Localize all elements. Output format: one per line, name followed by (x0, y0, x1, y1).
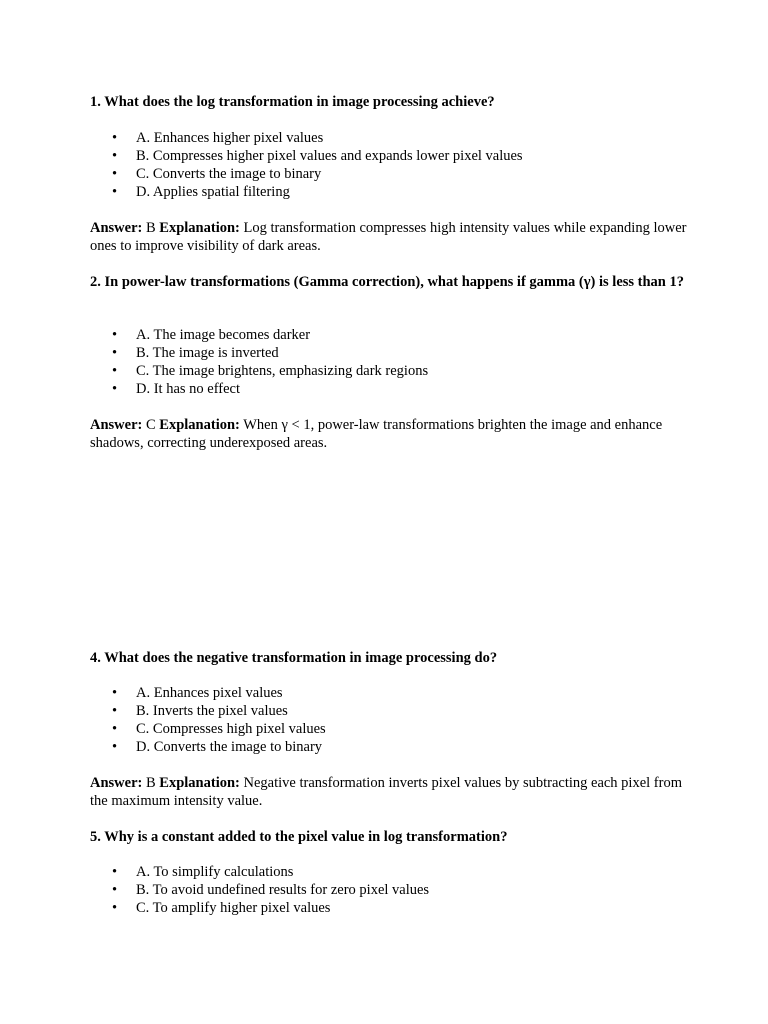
option-item: • C. To amplify higher pixel values (112, 900, 331, 916)
bullet-icon: • (112, 345, 118, 361)
explanation-label: Explanation: (159, 220, 240, 236)
question-text: 2. In power-law transformations (Gamma correction), what happens if gamma (γ) is less than 1? (90, 274, 684, 290)
question-2 (90, 273, 690, 291)
bullet-icon: • (112, 703, 118, 719)
option-item: • B. To avoid undefined results for zero pixel values (112, 882, 430, 898)
answer-value: C (142, 417, 160, 433)
explanation-text: Negative transformation inverts pixel values by subtracting each pixel from the maximum intensity value. (90, 775, 682, 809)
option-item: • D. Converts the image to binary (112, 739, 323, 755)
bullet-icon: • (112, 130, 118, 146)
question-text: 1. What does the log transformation in image processing achieve? (90, 94, 495, 110)
option-item: • B. Inverts the pixel values (112, 703, 288, 719)
bullet-icon: • (112, 148, 118, 164)
option-item: • C. Compresses high pixel values (112, 721, 326, 737)
answer-label: Answer: (90, 417, 143, 433)
option-item: • C. The image brightens, emphasizing dark regions (112, 363, 429, 379)
bullet-icon: • (112, 381, 118, 397)
options-list-4 (112, 684, 672, 756)
options-list-5 (112, 863, 672, 917)
bullet-icon: • (112, 327, 118, 343)
option-item: • A. To simplify calculations (112, 864, 294, 880)
option-item: • B. Compresses higher pixel values and expands lower pixel values (112, 148, 523, 164)
explanation-text: When γ < 1, power-law transformations brighten the image and enhance shadows, correcting underexposed areas. (90, 417, 663, 451)
question-text: 4. What does the negative transformation in image processing do? (90, 650, 498, 666)
bullet-icon: • (112, 166, 118, 182)
options-list-2 (112, 326, 672, 398)
answer-2 (90, 416, 690, 452)
explanation-label: Explanation: (159, 417, 240, 433)
bullet-icon: • (112, 721, 118, 737)
option-item: • A. The image becomes darker (112, 327, 311, 343)
options-list-1 (112, 129, 672, 201)
answer-value: B (142, 775, 160, 791)
question-5 (90, 828, 690, 846)
bullet-icon: • (112, 900, 118, 916)
explanation-text: Log transformation compresses high intensity values while expanding lower ones to improve visibility of dark areas. (90, 220, 687, 254)
bullet-icon: • (112, 363, 118, 379)
explanation-label: Explanation: (159, 775, 240, 791)
question-text: 5. Why is a constant added to the pixel value in log transformation? (90, 829, 508, 845)
bullet-icon: • (112, 685, 118, 701)
question-1 (90, 93, 690, 111)
answer-label: Answer: (90, 220, 143, 236)
option-item: • A. Enhances pixel values (112, 685, 283, 701)
answer-label: Answer: (90, 775, 143, 791)
answer-value: B (142, 220, 160, 236)
bullet-icon: • (112, 739, 118, 755)
option-item: • D. Applies spatial filtering (112, 184, 290, 200)
bullet-icon: • (112, 864, 118, 880)
option-item: • D. It has no effect (112, 381, 241, 397)
answer-4 (90, 774, 690, 810)
option-item: • B. The image is inverted (112, 345, 279, 361)
bullet-icon: • (112, 882, 118, 898)
answer-1 (90, 219, 690, 255)
option-item: • A. Enhances higher pixel values (112, 130, 324, 146)
question-4 (90, 649, 690, 667)
bullet-icon: • (112, 184, 118, 200)
option-item: • C. Converts the image to binary (112, 166, 322, 182)
